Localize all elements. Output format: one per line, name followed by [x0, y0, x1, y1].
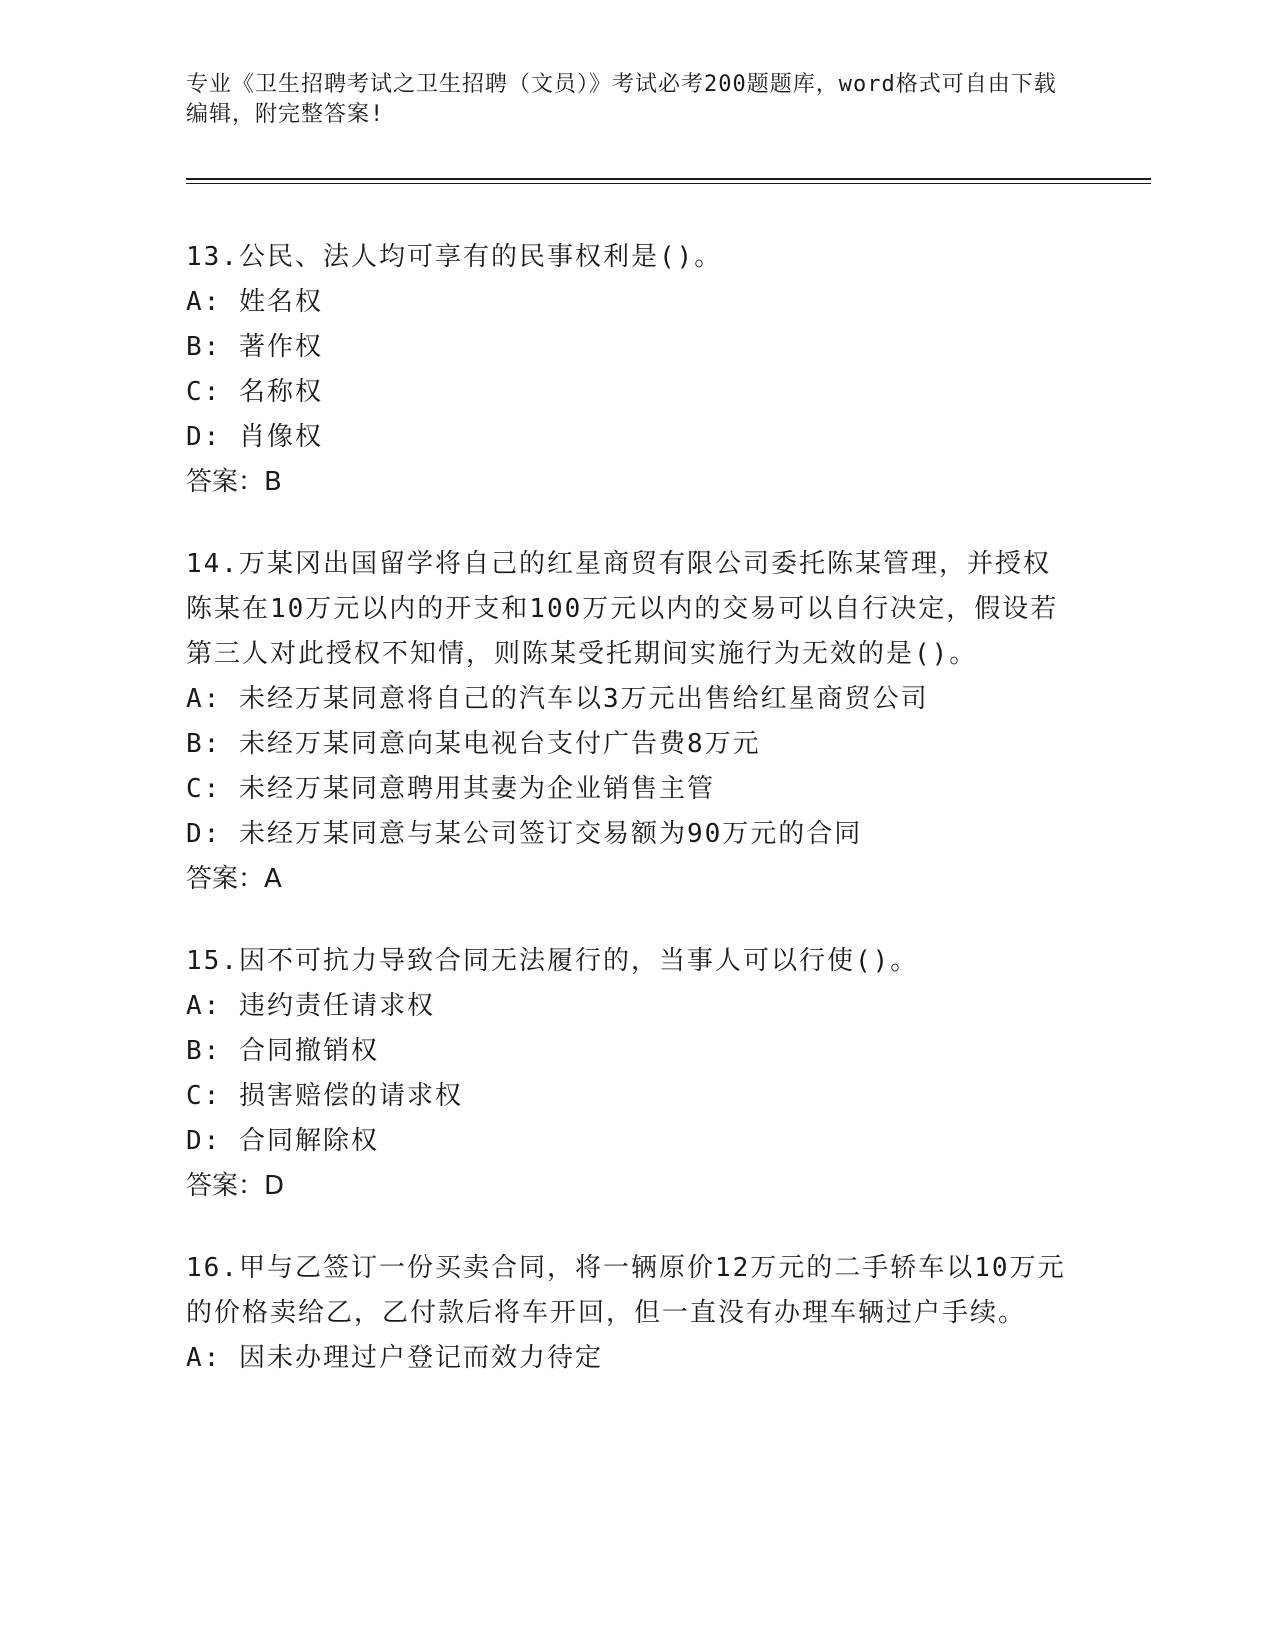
question-list: [186, 235, 1076, 1418]
question-stem: 13.公民、法人均可享有的民事权利是()。: [186, 242, 723, 272]
option-c: C: 未经万某同意聘用其妻为企业销售主管: [186, 774, 715, 804]
option-a: A: 违约责任请求权: [186, 991, 435, 1021]
question-13: [186, 235, 1076, 505]
answer-line: 答案：A: [186, 864, 282, 894]
option-c: C: 名称权: [186, 377, 323, 407]
question-14: [186, 542, 1076, 902]
document-header: 专业《卫生招聘考试之卫生招聘（文员）》考试必考200题题库，word格式可自由下载编辑，附完整答案!: [186, 72, 1057, 127]
option-a: A: 姓名权: [186, 287, 323, 317]
option-d: D: 合同解除权: [186, 1126, 379, 1156]
answer-line: 答案：B: [186, 467, 282, 497]
option-b: B: 未经万某同意向某电视台支付广告费8万元: [186, 729, 761, 759]
option-b: B: 著作权: [186, 332, 323, 362]
option-a: A: 未经万某同意将自己的汽车以3万元出售给红星商贸公司: [186, 684, 929, 714]
answer-line: 答案：D: [186, 1171, 285, 1201]
question-16: [186, 1246, 1076, 1381]
question-stem: 15.因不可抗力导致合同无法履行的，当事人可以行使()。: [186, 946, 919, 976]
question-15: [186, 939, 1076, 1209]
question-stem: 16.甲与乙签订一份买卖合同，将一辆原价12万元的二手轿车以10万元的价格卖给乙，乙付款后将车开回，但一直没有办理车辆过户手续。: [186, 1253, 1066, 1328]
header-rule-thin: [186, 183, 1151, 184]
option-b: B: 合同撤销权: [186, 1036, 379, 1066]
option-c: C: 损害赔偿的请求权: [186, 1081, 463, 1111]
option-d: D: 未经万某同意与某公司签订交易额为90万元的合同: [186, 819, 863, 849]
header-rule-thick: [186, 178, 1151, 180]
option-a: A: 因未办理过户登记而效力待定: [186, 1343, 603, 1373]
question-stem: 14.万某冈出国留学将自己的红星商贸有限公司委托陈某管理，并授权陈某在10万元以内的开支和100万元以内的交易可以自行决定，假设若第三人对此授权不知情，则陈某受托期间实施行为无效的是()。: [186, 549, 1059, 669]
option-d: D: 肖像权: [186, 422, 323, 452]
